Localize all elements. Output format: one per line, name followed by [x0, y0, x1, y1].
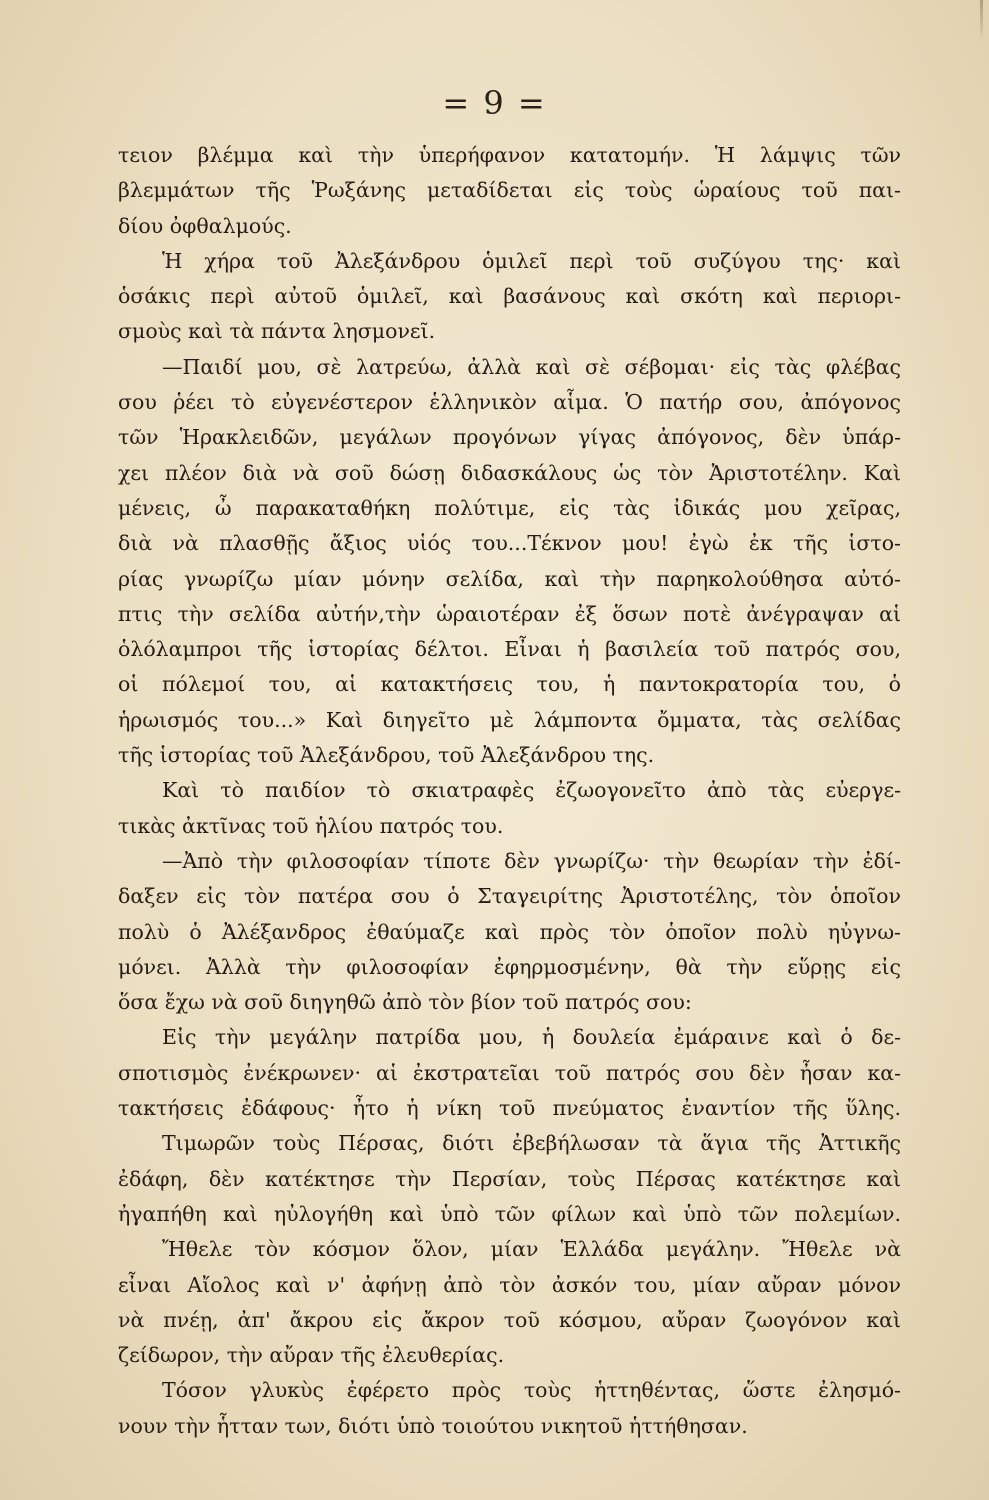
page-edge-mark	[980, 0, 983, 42]
text-line-34: νὰ πνέῃ, ἀπ' ἄκρου εἰς ἄκρον τοῦ κόσμου, αὔραν ζωογόνον καὶ	[118, 1307, 901, 1332]
text-line-36: Τόσον γλυκὺς ἐφέρετο πρὸς τοὺς ἡττηθέντας, ὥστε ἐλησμό-	[162, 1378, 901, 1403]
text-line-29: Τιμωρῶν τοὺς Πέρσας, διότι ἐβεβήλωσαν τὰ ἅγια τῆς Ἀττικῆς	[162, 1131, 901, 1156]
text-line-2: βλεμμάτων τῆς Ῥωξάνης μεταδίδεται εἰς τοὺς ὡραίους τοῦ παι-	[118, 178, 901, 203]
text-line-24: μόνει. Ἀλλὰ τὴν φιλοσοφίαν ἐφηρμοσμένην, θὰ τὴν εὕρῃς εἰς	[118, 954, 901, 979]
text-line-33: εἶναι Αἴολος καὶ ν' ἀφήνῃ ἀπὸ τὸν ἀσκόν του, μίαν αὔραν μόνον	[118, 1272, 901, 1297]
text-line-28: τακτήσεις ἐδάφους· ἦτο ἡ νίκη τοῦ πνεύματος ἐναντίον τῆς ὕλης.	[118, 1096, 901, 1121]
text-line-20: τικὰς ἀκτῖνας τοῦ ἡλίου πατρός του.	[118, 813, 504, 838]
text-line-15: ὁλόλαμπροι τῆς ἱστορίας δέλτοι. Εἶναι ἡ βασιλεία τοῦ πατρός σου,	[118, 637, 901, 662]
text-line-7: —Παιδί μου, σὲ λατρεύω, ἀλλὰ καὶ σὲ σέβομαι· εἰς τὰς φλέβας	[162, 354, 901, 379]
text-line-3: δίου ὀφθαλμούς.	[118, 213, 292, 238]
text-line-23: πολὺ ὁ Ἀλέξανδρος ἐθαύμαζε καὶ πρὸς τὸν ὁποῖον πολὺ ηὐγνω-	[118, 919, 901, 944]
text-line-11: μένεις, ὦ παρακαταθήκη πολύτιμε, εἰς τὰς ἰδικάς μου χεῖρας,	[118, 495, 901, 520]
text-line-5: ὁσάκις περὶ αὐτοῦ ὁμιλεῖ, καὶ βασάνους καὶ σκότη καὶ περιορι-	[118, 284, 901, 309]
text-line-13: ρίας γνωρίζω μίαν μόνην σελίδα, καὶ τὴν παρηκολούθησα αὐτό-	[118, 566, 901, 591]
text-line-12: διὰ νὰ πλασθῇς ἄξιος υἱός του...Τέκνον μου! ἐγὼ ἐκ τῆς ἱστο-	[118, 531, 901, 556]
text-line-19: Καὶ τὸ παιδίον τὸ σκιατραφὲς ἐζωογονεῖτο ἀπὸ τὰς εὐεργε-	[162, 778, 901, 803]
body-text	[118, 138, 901, 1444]
page-number: = 9 =	[442, 84, 547, 122]
text-line-21: —Ἀπὸ τὴν φιλοσοφίαν τίποτε δὲν γνωρίζω· τὴν θεωρίαν τὴν ἐδί-	[162, 848, 901, 873]
text-line-14: πτις τὴν σελίδα αὐτήν,τὴν ὡραιοτέραν ἐξ ὅσων ποτὲ ἀνέγραψαν αἱ	[118, 601, 901, 626]
text-line-27: σποτισμὸς ἐνέκρωνεν· αἱ ἐκστρατεῖαι τοῦ πατρός σου δὲν ἦσαν κα-	[118, 1060, 901, 1085]
text-line-31: ἠγαπήθη καὶ ηὐλογήθη καὶ ὑπὸ τῶν φίλων καὶ ὑπὸ τῶν πολεμίων.	[118, 1201, 901, 1226]
text-line-16: οἱ πόλεμοί του, αἱ κατακτήσεις του, ἡ παντοκρατορία του, ὁ	[118, 672, 901, 697]
text-line-4: Ἡ χήρα τοῦ Ἀλεξάνδρου ὁμιλεῖ περὶ τοῦ συζύγου της· καὶ	[162, 248, 901, 273]
text-line-37: νουν τὴν ἧτταν των, διότι ὑπὸ τοιούτου νικητοῦ ἡττήθησαν.	[118, 1413, 748, 1438]
text-line-9: τῶν Ἡρακλειδῶν, μεγάλων προγόνων γίγας ἀπόγονος, δὲν ὑπάρ-	[118, 425, 901, 450]
text-line-6: σμοὺς καὶ τὰ πάντα λησμονεῖ.	[118, 319, 436, 344]
text-line-35: ζείδωρον, τὴν αὔραν τῆς ἐλευθερίας.	[118, 1343, 505, 1368]
text-line-8: σου ῥέει τὸ εὐγενέστερον ἑλληνικὸν αἷμα. Ὁ πατήρ σου, ἀπόγονος	[118, 390, 901, 415]
text-line-17: ἡρωισμός του...» Καὶ διηγεῖτο μὲ λάμποντα ὄμματα, τὰς σελίδας	[118, 707, 901, 732]
text-line-1: τειον βλέμμα καὶ τὴν ὑπερήφανον κατατομήν. Ἡ λάμψις τῶν	[118, 143, 901, 167]
text-line-25: ὅσα ἔχω νὰ σοῦ διηγηθῶ ἀπὸ τὸν βίον τοῦ πατρός σου:	[118, 990, 692, 1015]
text-line-22: δαξεν εἰς τὸν πατέρα σου ὁ Σταγειρίτης Ἀριστοτέλης, τὸν ὁποῖον	[118, 884, 901, 909]
text-line-18: τῆς ἱστορίας τοῦ Ἀλεξάνδρου, τοῦ Ἀλεξάνδρου της.	[118, 743, 655, 768]
text-line-30: ἐδάφη, δὲν κατέκτησε τὴν Περσίαν, τοὺς Πέρσας κατέκτησε καὶ	[118, 1166, 901, 1191]
text-line-32: Ἤθελε τὸν κόσμον ὅλον, μίαν Ἑλλάδα μεγάλην. Ἤθελε νὰ	[162, 1237, 901, 1262]
text-line-10: χει πλέον διὰ νὰ σοῦ δώσῃ διδασκάλους ὡς τὸν Ἀριστοτέλην. Καὶ	[118, 460, 901, 485]
text-line-26: Εἰς τὴν μεγάλην πατρίδα μου, ἡ δουλεία ἐμάραινε καὶ ὁ δε-	[162, 1025, 901, 1050]
